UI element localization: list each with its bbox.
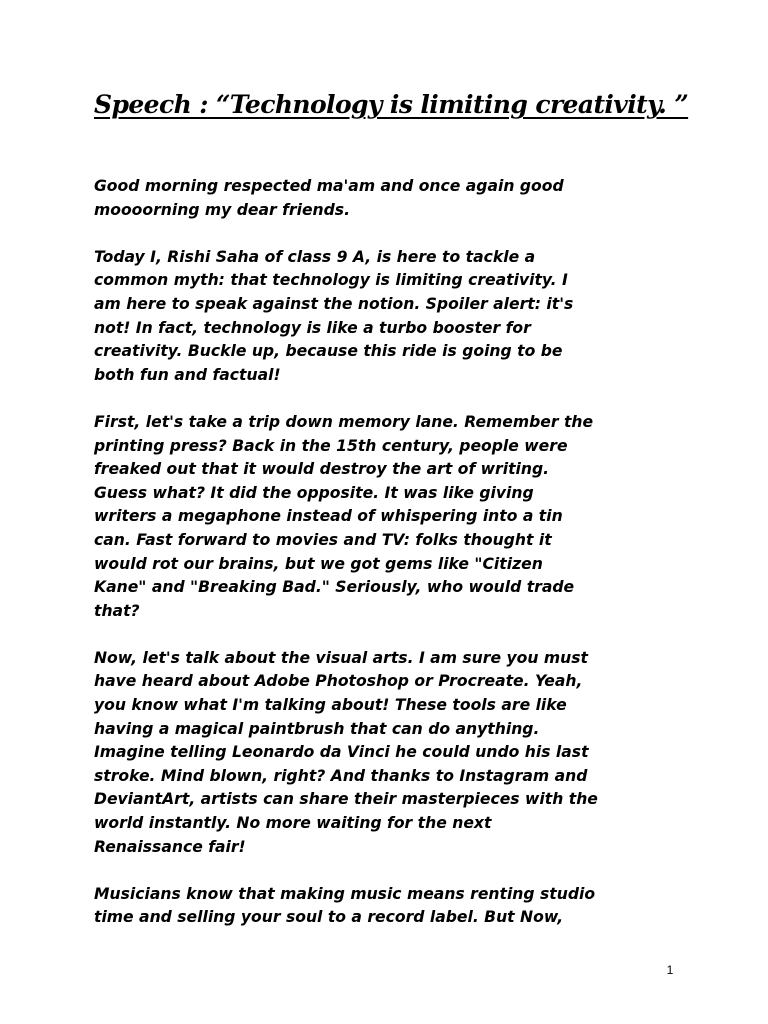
text-line: would rot our brains, but we got gems like "Citizen [94, 554, 543, 573]
text-line: am here to speak against the notion. Spoiler alert: it's [94, 294, 574, 313]
paragraph-visual-arts [94, 647, 684, 859]
text-line: Guess what? It did the opposite. It was like giving [94, 483, 534, 502]
text-line: Kane" and "Breaking Bad." Seriously, who would trade [94, 578, 575, 597]
paragraph-introduction [94, 246, 684, 388]
text-line: writers a megaphone instead of whispering into a tin [94, 507, 563, 526]
text-line: time and selling your soul to a record label. But Now, [94, 908, 564, 927]
text-line: DeviantArt, artists can share their masterpieces with the [94, 790, 598, 809]
text-line: common myth: that technology is limiting creativity. I [94, 271, 568, 290]
text-line: have heard about Adobe Photoshop or Procreate. Yeah, [94, 672, 583, 691]
text-line: moooorning my dear friends. [94, 200, 351, 219]
paragraph-greeting [94, 175, 684, 222]
text-line: you know what I'm talking about! These tools are like [94, 696, 567, 715]
speech-title: Speech : “Technology is limiting creativity. ” [94, 90, 689, 119]
text-line: Musicians know that making music means renting studio [94, 884, 596, 903]
text-line: having a magical paintbrush that can do anything. [94, 719, 540, 738]
paragraph-music [94, 883, 684, 930]
text-line: printing press? Back in the 15th century, people were [94, 436, 568, 455]
page-number: 1 [666, 963, 674, 977]
text-line: Renaissance fair! [94, 837, 246, 856]
text-line: Now, let's talk about the visual arts. I am sure you must [94, 648, 588, 667]
text-line: can. Fast forward to movies and TV: folks thought it [94, 530, 552, 549]
text-line: stroke. Mind blown, right? And thanks to Instagram and [94, 766, 588, 785]
text-line: creativity. Buckle up, because this ride is going to be [94, 342, 563, 361]
text-line: Good morning respected ma'am and once again good [94, 177, 564, 195]
text-line: not! In fact, technology is like a turbo booster for [94, 318, 531, 337]
text-line: Imagine telling Leonardo da Vinci he could undo his last [94, 743, 589, 762]
text-line: world instantly. No more waiting for the next [94, 814, 492, 833]
text-line: First, let's take a trip down memory lane. Remember the [94, 412, 594, 431]
speech-body [94, 175, 684, 954]
text-line: that? [94, 601, 140, 620]
text-line: both fun and factual! [94, 365, 281, 384]
text-line: Today I, Rishi Saha of class 9 A, is here to tackle a [94, 247, 536, 266]
paragraph-history [94, 411, 684, 623]
text-line: freaked out that it would destroy the art of writing. [94, 460, 550, 479]
